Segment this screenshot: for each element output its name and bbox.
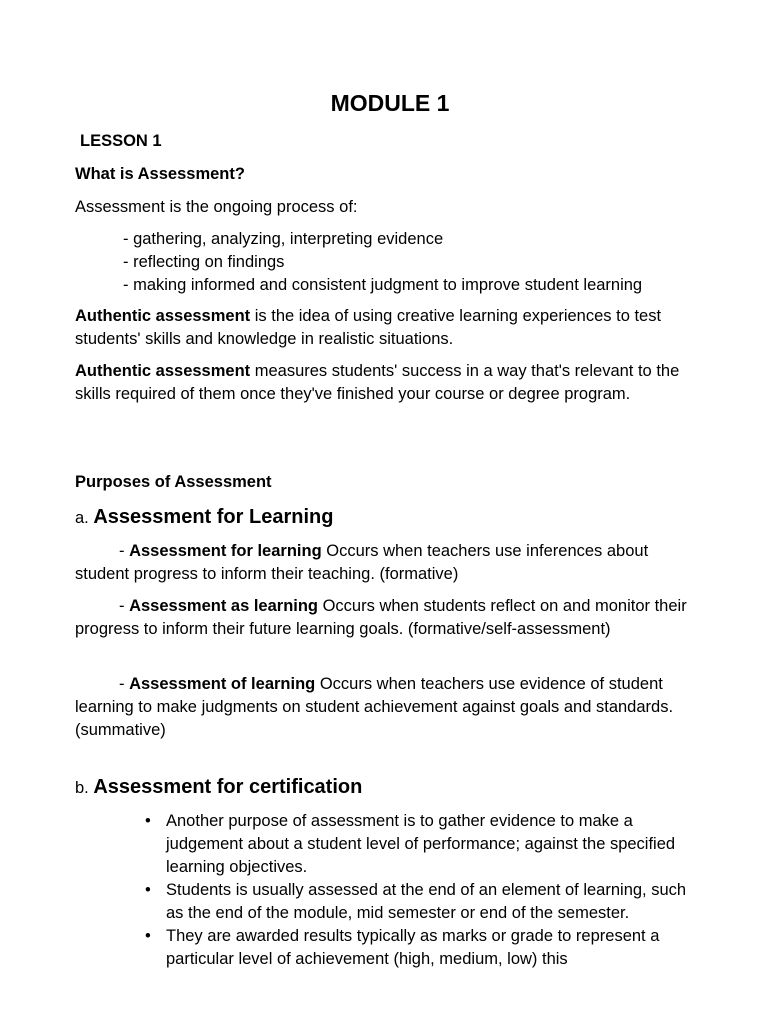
dash: - — [119, 597, 130, 615]
certification-bullet-list — [145, 810, 705, 971]
definition-text: Occurs when students reflect on and monitor their progress to inform their future learning goals. (formative/self-assessment) — [75, 597, 687, 638]
section-b-heading — [75, 773, 690, 802]
authentic-assessment-paragraph-1 — [75, 305, 690, 351]
bullet-text: Another purpose of assessment is to gather evidence to make a judgement about a student level of performance; against the specified learning objectives. — [166, 812, 676, 876]
bullet-item — [145, 925, 705, 971]
section-marker: b. — [75, 779, 94, 797]
process-list — [123, 228, 723, 297]
dash: - — [119, 675, 130, 693]
module-title: MODULE 1 — [330, 90, 450, 116]
assessment-for-learning-paragraph — [75, 540, 690, 586]
question-heading: What is Assessment? — [75, 165, 245, 183]
purposes-heading: Purposes of Assessment — [75, 473, 272, 491]
section-title: Assessment for certification — [93, 776, 363, 798]
authentic-assessment-paragraph-2 — [75, 360, 690, 406]
assessment-of-learning-paragraph — [75, 673, 690, 742]
lesson-label: LESSON 1 — [80, 132, 162, 150]
bullet-icon: • — [145, 812, 151, 830]
term: Authentic assessment — [75, 362, 251, 380]
definition-text: measures students' success in a way that's relevant to the skills required of them once they've finished your course or degree program. — [75, 362, 680, 403]
assessment-as-learning-paragraph — [75, 595, 690, 641]
bullet-item — [145, 879, 705, 925]
definition-text: Occurs when teachers use inferences about student progress to inform their teaching. (formative) — [75, 542, 649, 583]
section-title: Assessment for Learning — [93, 506, 334, 528]
process-item: - reflecting on findings — [123, 253, 285, 271]
bullet-text: They are awarded results typically as marks or grade to represent a particular level of achievement (high, medium, low) this — [166, 927, 660, 968]
intro-paragraph: Assessment is the ongoing process of: — [75, 198, 358, 216]
term: Authentic assessment — [75, 307, 251, 325]
bullet-icon: • — [145, 927, 151, 945]
process-item: - making informed and consistent judgment to improve student learning — [123, 276, 643, 294]
bullet-icon: • — [145, 881, 151, 899]
process-item: - gathering, analyzing, interpreting evidence — [123, 230, 444, 248]
bullet-text: Students is usually assessed at the end of an element of learning, such as the end of the module, mid semester or end of the semester. — [166, 881, 687, 922]
section-a-heading — [75, 503, 690, 532]
definition-text: is the idea of using creative learning experiences to test students' skills and knowledge in realistic situations. — [75, 307, 662, 348]
definition-text: Occurs when teachers use evidence of student learning to make judgments on student achievement against goals and standards. (summative) — [75, 675, 674, 739]
dash: - — [119, 542, 130, 560]
term: Assessment of learning — [129, 675, 316, 693]
section-marker: a. — [75, 509, 94, 527]
term: Assessment for learning — [129, 542, 322, 560]
bullet-item — [145, 810, 705, 879]
term: Assessment as learning — [129, 597, 319, 615]
